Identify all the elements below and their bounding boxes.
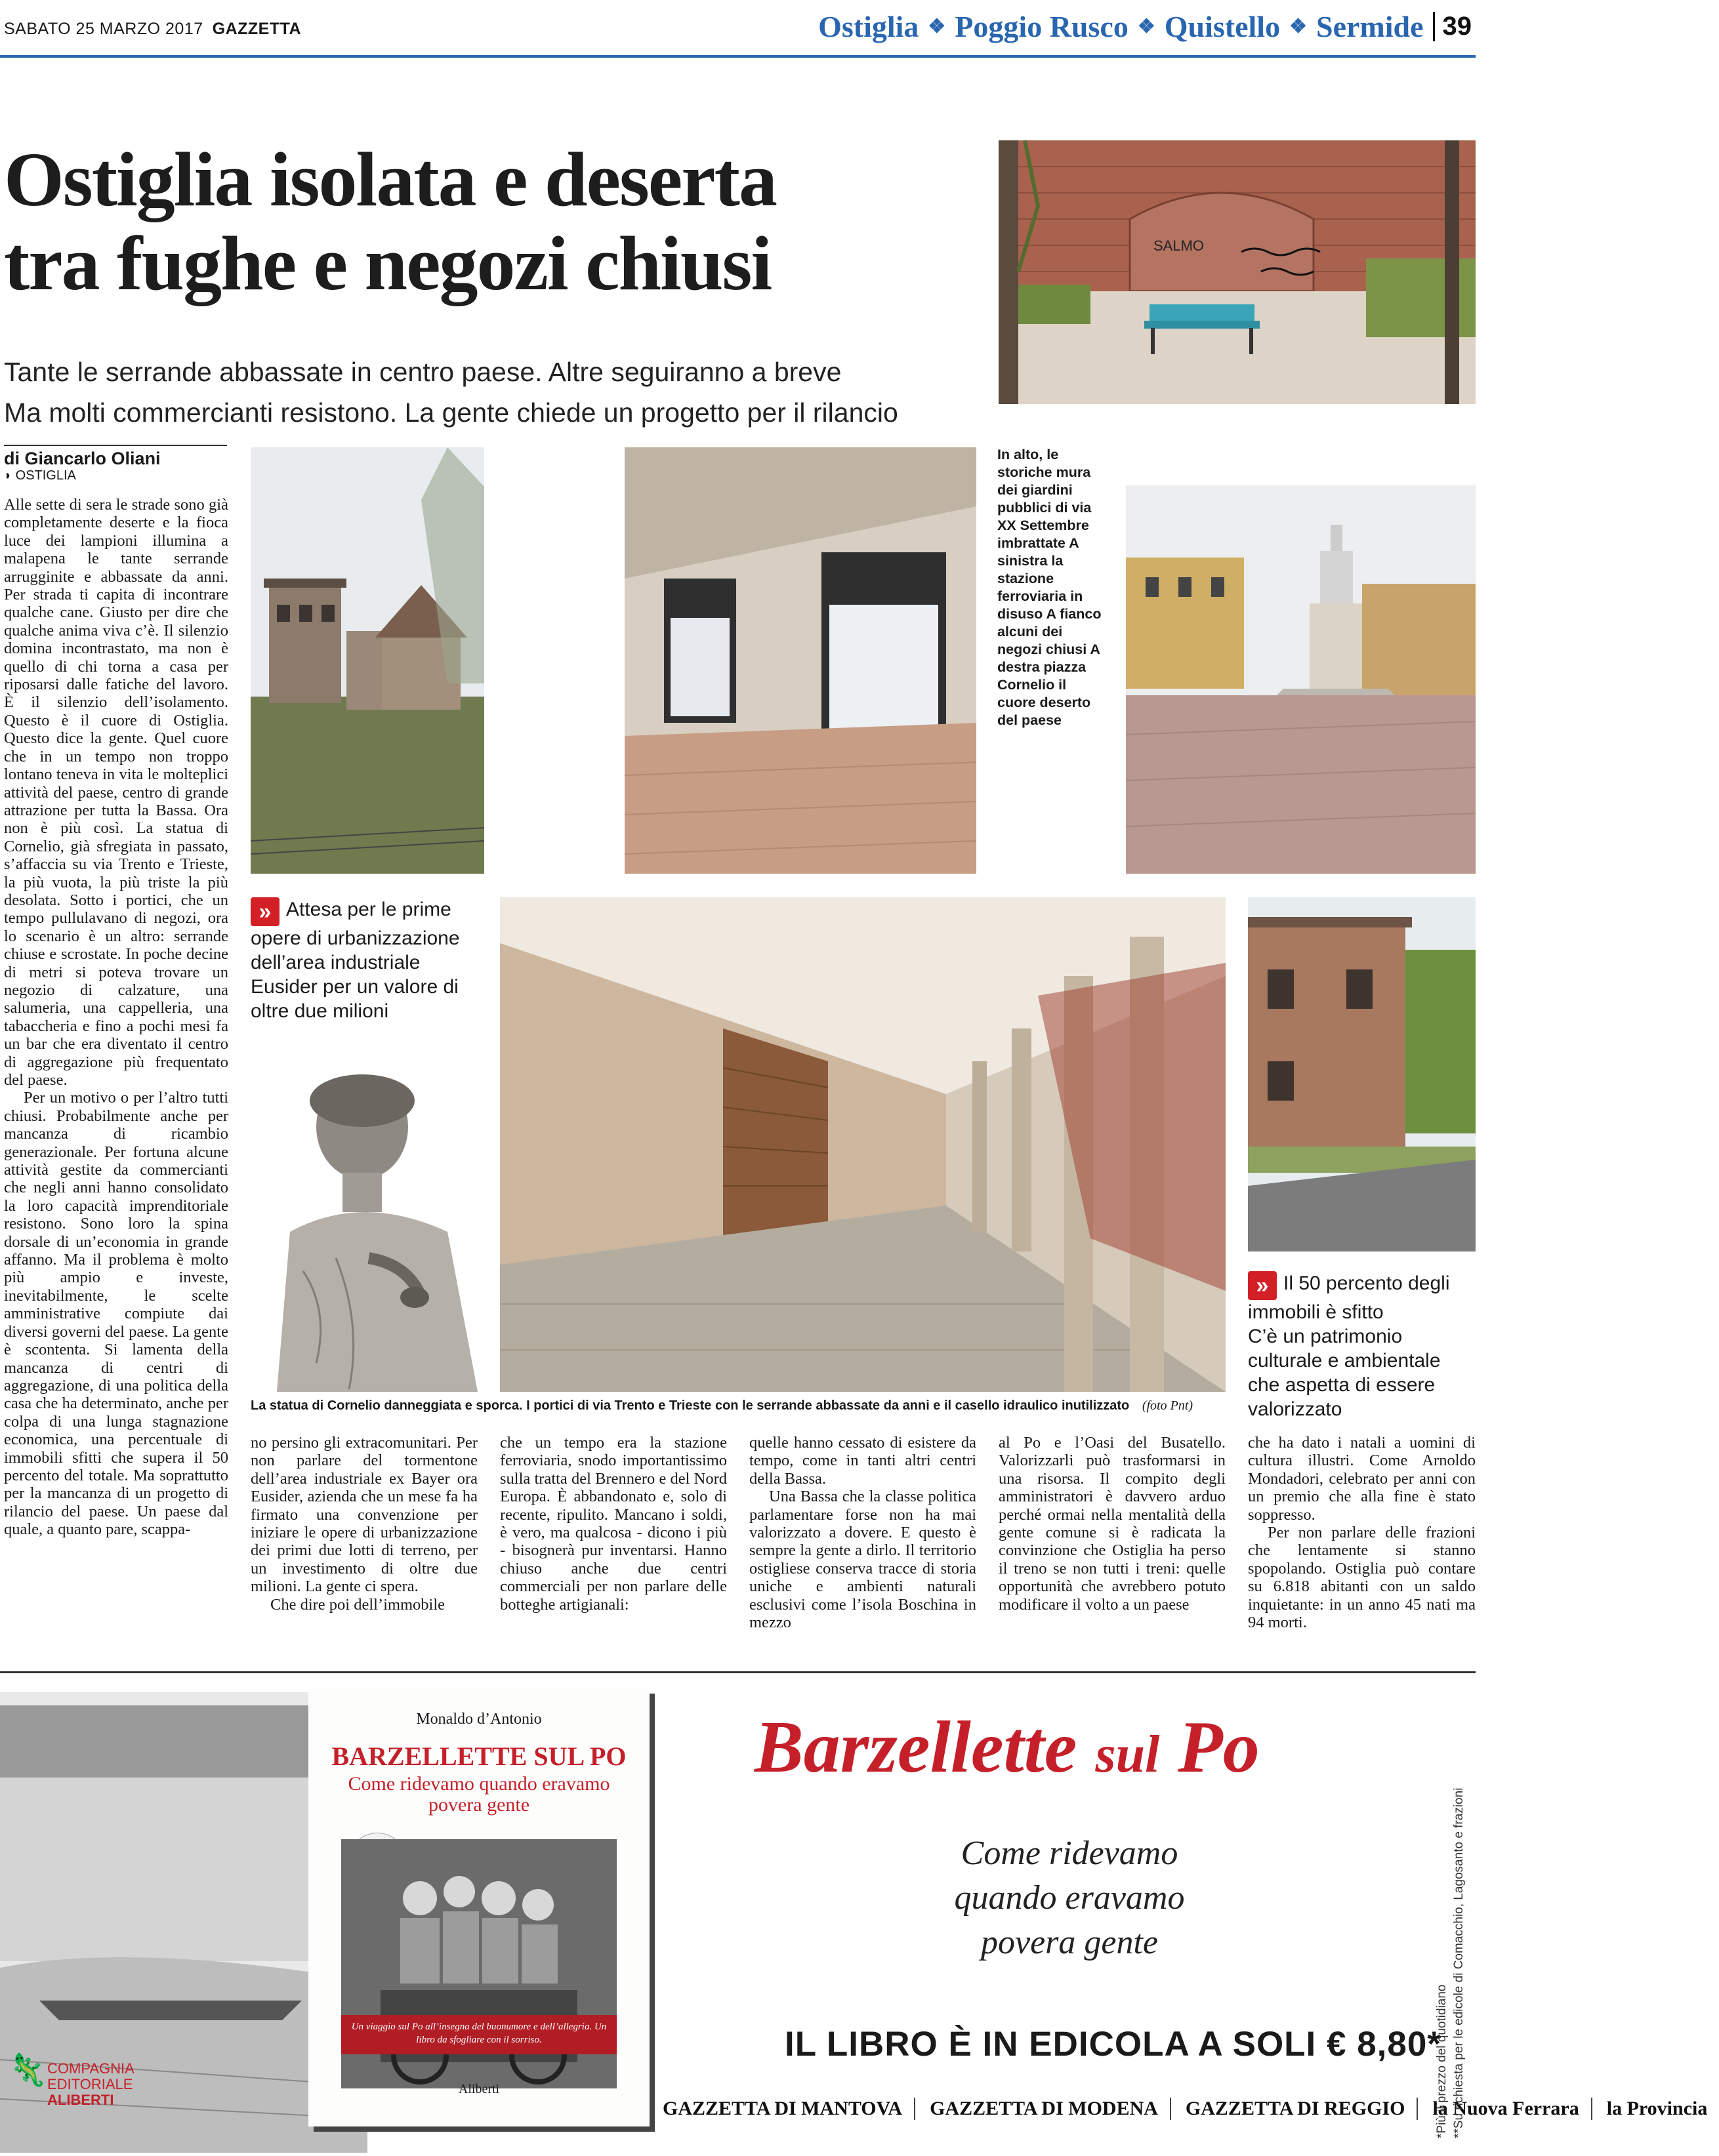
- article-column-4: [749, 1434, 976, 1631]
- article-column-5: [999, 1434, 1226, 1614]
- newspaper-logos: [663, 2098, 1719, 2120]
- publisher-line: EDITORIALE: [47, 2076, 133, 2092]
- logo-nuova-ferrara: la Nuova Ferrara: [1432, 2098, 1592, 2120]
- ad-headline: [755, 1705, 1260, 1790]
- pull-quote-text: C’è un patrimonio culturale e ambientale che aspetta di essere valorizzato: [1248, 1326, 1441, 1420]
- ad-book-cover: [308, 1688, 650, 2126]
- photo-credit: (foto Pnt): [1142, 1398, 1193, 1413]
- article-paragraph: Per non parlare delle frazioni che lentamente si stanno spopolando. Ostiglia può contare su 6.818 abitanti con un saldo inquietante: in un anno 45 nati ma 94 morti.: [1248, 1524, 1476, 1632]
- photo-caption: [251, 1398, 1222, 1414]
- article-paragraph: Una Bassa che la classe politica parlamentare forse non ha mai valorizzato a dovere. E questo è sempre la gente a dirlo. Il territorio ostigliese conserva tracce di storia uniche e ambienti naturali esclusivi come l’isola Boschina in mezzo: [749, 1488, 976, 1632]
- town-link-quistello[interactable]: Quistello: [1164, 10, 1281, 43]
- article-column-1: [4, 496, 228, 1539]
- porticoes-image: [500, 897, 1226, 1392]
- logo-la-provincia: la Provincia: [1606, 2098, 1708, 2119]
- town-link-ostiglia[interactable]: Ostiglia: [818, 10, 919, 43]
- byline: di Giancarlo Oliani: [4, 445, 227, 469]
- ad-subtitle: [873, 1831, 1266, 1965]
- publisher-line: ALIBERTI: [47, 2092, 114, 2108]
- header-rule: [0, 55, 1476, 58]
- article-column-2: [251, 1434, 478, 1614]
- subtitle-line: Ma molti commercianti resistono. La gente chiede un progetto per il rilancio: [4, 397, 898, 428]
- pull-quote-eusider: [251, 897, 478, 1023]
- ad-price: IL LIBRO È IN EDICOLA A SOLI € 8,80*: [785, 2025, 1441, 2064]
- dateline: [4, 468, 76, 483]
- ad-headline-main: Barzellette: [755, 1707, 1077, 1788]
- photo-caption-text: La statua di Cornelio danneggiata e sporca. I portici di via Trento e Trieste con le serrande abbassate da anni e il casello idraulico inutilizzato: [251, 1398, 1130, 1413]
- title-line: tra fughe e negozi chiusi: [4, 220, 772, 306]
- separator-diamond-icon: ❖: [928, 16, 946, 37]
- closed-shops-image: [625, 447, 976, 874]
- subtitle-line: Tante le serrande abbassate in centro paese. Altre seguiranno a breve: [4, 357, 842, 387]
- salamander-logo-icon: 🦎: [8, 2053, 47, 2088]
- separator-diamond-icon: ❖: [1137, 16, 1155, 37]
- ad-headline-sul: sul: [1095, 1726, 1160, 1783]
- logo-gazzetta-modena: GAZZETTA DI MODENA: [930, 2098, 1171, 2120]
- ad-subtitle-line: Come ridevamo: [961, 1835, 1178, 1872]
- ad-subtitle-line: povera gente: [980, 1924, 1158, 1961]
- book-title: BARZELLETTE SUL PO: [331, 1741, 627, 1771]
- section-towns: [818, 9, 1472, 44]
- quote-chevron-icon: »: [1248, 1271, 1277, 1300]
- article-column-3: [500, 1434, 727, 1614]
- book-subtitle: Come ridevamo quando eravamo povera gente: [348, 1773, 610, 1816]
- newspaper-name: GAZZETTA: [212, 20, 302, 38]
- photo-railway-station: [251, 447, 484, 874]
- article-paragraph: no persino gli extracomunitari. Per non parlare del tormentone dell’area industriale ex Bayer ora Eusider, azienda che un mese fa ha firmato una convenzione per iniziare le opere di urbanizzazione dei primi due lotti di terreno, per un investimento di oltre due milioni. La gente ci spera.: [251, 1434, 478, 1596]
- publisher-line: COMPAGNIA: [47, 2060, 135, 2077]
- station-image: [251, 447, 484, 874]
- pull-quote-text: Attesa per le prime opere di urbanizzazione dell’area industriale Eusider per un valore di oltre due milioni: [251, 899, 460, 1022]
- statue-image: [251, 1061, 478, 1392]
- article-subtitle: [4, 352, 975, 433]
- book-blurb: Un viaggio sul Po all’insegna del buonumore e dell’allegria. Un libro da sfogliare con il sorriso.: [341, 2015, 617, 2054]
- town-link-sermide[interactable]: Sermide: [1315, 10, 1424, 43]
- ad-footnote: **Su richiesta per le edicole di Comacchio, Lagosanto e frazioni: [1452, 1787, 1466, 2138]
- article-paragraph: al Po e l’Oasi del Busatello. Valorizzarli può trasformarsi in una risorsa. Il compito degli amministratori è davvero arduo perché ormai nella mentalità della gente comune si è radicata la convinzione che Ostiglia ha perso il treno se non tutti i treni: quelle opportunità che avrebbero potuto modificare il volto a un paese: [999, 1434, 1226, 1614]
- article-paragraph: quelle hanno cessato di esistere da tempo, come in tanti altri centri della Bassa.: [749, 1434, 976, 1488]
- photo-wall-garden: [999, 140, 1476, 404]
- article-paragraph: Per un motivo o per l’altro tutti chiusi. Probabilmente anche per mancanza di ricambio generazionale. Per fortuna alcune attività gestite da commercianti che negli anni hanno consolidato la loro capacità imprenditoriale resistono. Sono loro la spina dorsale di un’economia in grande affanno. Ma il problema è molto più ampio e investe, inevitabilmente, le scelte amministrative compiute dai diversi governi del paese. La gente è scontenta. Si lamenta della mancanza di centri di aggregazione, di una politica della casa che ha determinato, anche per colpa di una lunga stagnazione economica, una percentuale di immobili sfitti che supera il 50 percento del totale. Ma soprattutto per la mancanza di un progetto di rilancio del paese. Un paese dal quale, a quanto pare, scappa-: [4, 1089, 228, 1539]
- book-publisher: Aliberti: [458, 2082, 500, 2096]
- book-author: Monaldo d’Antonio: [416, 1711, 542, 1728]
- dateline-location: OSTIGLIA: [15, 468, 76, 483]
- pull-quote-lead: Il 50 percento degli immobili è sfitto: [1248, 1272, 1450, 1323]
- page-number: 39: [1433, 12, 1472, 41]
- ad-footnote: *Più il prezzo del quotidiano: [1435, 1984, 1449, 2138]
- logo-gazzetta-reggio: GAZZETTA DI REGGIO: [1186, 2098, 1419, 2120]
- ad-headline-po: Po: [1178, 1707, 1260, 1788]
- hydraulic-house-image: [1248, 897, 1476, 1251]
- article-paragraph: Alle sette di sera le strade sono già completamente deserte e la fioca luce dei lampioni illumina a malapena le tante serrande arrugginite e abbassate da anni. Per strada ti capita di incontrare qualche cane. Giusto per dire che qualche anima viva c’è. Il silenzio domina incontrastato, ma non è quello di chi torna a casa per riposarsi dalle fatiche del lavoro. È il silenzio dell’isolamento. Questo è il cuore di Ostiglia. Questo dice la gente. Quel cuore che in un tempo non troppo lontano teneva in vita le molteplici attività del paese, centro di grande attrazione per tutta la Bassa. Ora non è più così. La statua di Cornelio, già sfregiata in passato, s’affaccia su via Trento e Trieste, la più vuota, la più triste la più desolata. Sotto i portici, che un tempo pullulavano di negozi, ora lo scenario è un altro: serrande chiuse e scrostate. In poche decine di metri si poteva trovare un negozio di calzature, una salumeria, una cappelleria, una tabaccheria e fino a pochi mesi fa un bar che era diventato il centro di aggregazione più frequentato del paese.: [4, 496, 228, 1089]
- header-date-line: [4, 20, 301, 39]
- photo-closed-shops: [625, 447, 976, 874]
- article-title: [4, 138, 962, 306]
- ad-subtitle-line: quando eravamo: [954, 1879, 1185, 1917]
- photo-hydraulic-house: [1248, 897, 1476, 1251]
- piazza-image: [1126, 485, 1476, 874]
- article-paragraph: che un tempo era la stazione ferroviaria, snodo importantissimo sulla tratta del Brennero e del Nord Europa. È abbandonato e, solo di recente, ripulito. Mancano i soldi, è vero, ma qualcosa - dicono i più - bisognerà pur inventarsi. Hanno chiuso anche due centri commerciali per non parlare delle botteghe artigianali:: [500, 1434, 727, 1614]
- ad-separator: [0, 1671, 1476, 1673]
- article-column-6: [1248, 1434, 1476, 1631]
- logo-gazzetta-mantova: GAZZETTA DI MANTOVA: [663, 2098, 915, 2120]
- ad-footnotes: [1427, 1705, 1466, 2151]
- wall-garden-image: [999, 140, 1476, 404]
- photo-porticoes: [500, 897, 1226, 1392]
- photo-statue-cornelio: [251, 1061, 478, 1392]
- title-line: Ostiglia isolata e deserta: [4, 136, 776, 222]
- location-marker-icon: ◗: [4, 468, 16, 483]
- photos-caption: In alto, le storiche mura dei giardini pubblici di via XX Settembre imbrattate A sinistra la stazione ferroviaria in disuso A fianco alcuni dei negozi chiusi A destra piazza Cornelio il cuore deserto del paese: [997, 447, 1102, 728]
- separator-diamond-icon: ❖: [1289, 16, 1307, 37]
- issue-date: SABATO 25 MARZO 2017: [4, 20, 203, 38]
- pull-quote-vacancy: [1248, 1271, 1476, 1421]
- article-paragraph: Che dire poi dell’immobile: [270, 1595, 445, 1614]
- photo-piazza-cornelio: [1126, 485, 1476, 874]
- publisher-logo: [8, 2054, 139, 2108]
- article-paragraph: che ha dato i natali a uomini di cultura illustri. Come Arnoldo Mondadori, celebrato per anni con un premio che alla fine è stato soppresso.: [1248, 1434, 1476, 1524]
- quote-chevron-icon: »: [251, 897, 280, 926]
- town-link-poggio-rusco[interactable]: Poggio Rusco: [955, 10, 1129, 43]
- graffiti: SALMO: [1153, 237, 1205, 254]
